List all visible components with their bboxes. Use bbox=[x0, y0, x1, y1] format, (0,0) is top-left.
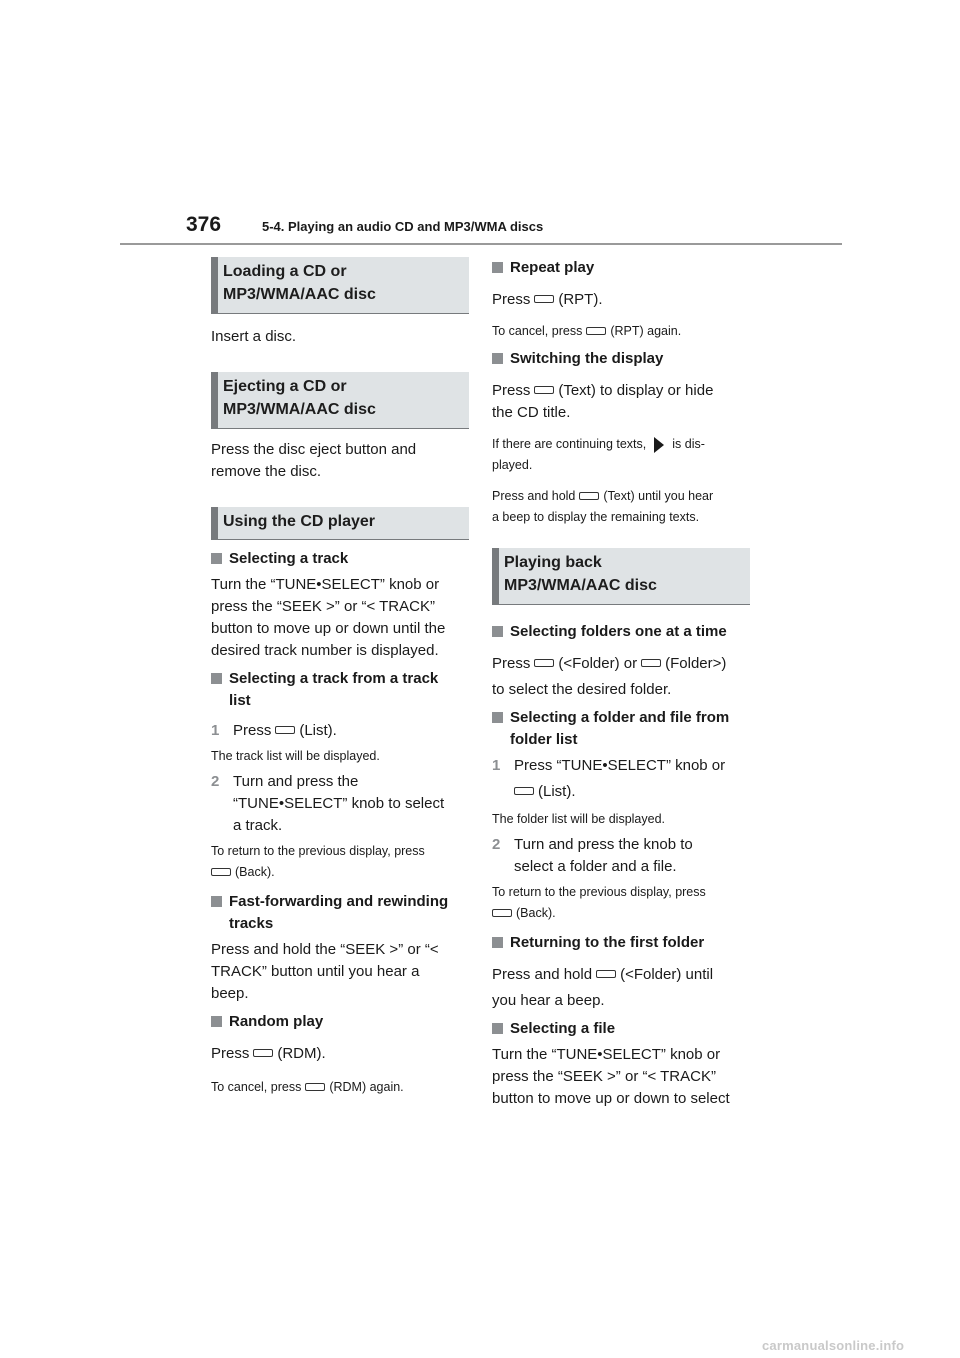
square-bullet-icon bbox=[492, 262, 503, 273]
body-line: to select the desired folder. bbox=[492, 681, 672, 698]
subheading-first-folder: Returning to the first folder bbox=[492, 932, 750, 954]
subheading-repeat: Repeat play bbox=[492, 257, 750, 279]
subheading-random: Random play bbox=[211, 1011, 469, 1033]
heading-box-playback bbox=[492, 548, 750, 605]
note: Press and hold (Text) until you hear bbox=[492, 489, 714, 503]
heading-line: Loading a CD or bbox=[223, 263, 347, 280]
heading-box-loading bbox=[211, 257, 469, 314]
list-button-icon bbox=[514, 787, 534, 795]
body-line: button to move up or down to select bbox=[492, 1090, 730, 1107]
subheading-fast-forward-cont: tracks bbox=[229, 915, 274, 932]
watermark-footer: carmanualsonline.info bbox=[762, 1338, 905, 1353]
body-line: Press (Text) to display or hide bbox=[492, 382, 714, 399]
note: To return to the previous display, press bbox=[211, 844, 425, 858]
heading-line: MP3/WMA/AAC disc bbox=[223, 286, 376, 303]
step-number: 1 bbox=[492, 757, 501, 774]
subheading-folder-list-cont: folder list bbox=[510, 731, 578, 748]
heading-line: Ejecting a CD or bbox=[223, 378, 347, 395]
header-divider bbox=[120, 243, 842, 245]
square-bullet-icon bbox=[492, 712, 503, 723]
body-line: Press (RDM). bbox=[211, 1045, 326, 1062]
square-bullet-icon bbox=[492, 937, 503, 948]
step-number: 1 bbox=[211, 722, 220, 739]
step-2-cont: select a folder and a file. bbox=[514, 858, 677, 875]
subheading-selecting-track: Selecting a track bbox=[211, 548, 469, 570]
body-line: beep. bbox=[211, 985, 249, 1002]
rdm-button-icon bbox=[305, 1083, 325, 1091]
text-button-icon bbox=[579, 492, 599, 500]
ejecting-text: Press the disc eject button and bbox=[211, 441, 417, 458]
heading-line: Playing back bbox=[504, 554, 602, 571]
body-line: you hear a beep. bbox=[492, 992, 605, 1009]
subheading-folder-list: Selecting a folder and file from bbox=[492, 707, 750, 729]
rpt-button-icon bbox=[534, 295, 554, 303]
note: played. bbox=[492, 458, 533, 472]
note: The folder list will be displayed. bbox=[492, 812, 665, 826]
note: (Back). bbox=[492, 903, 750, 924]
step-1: 1 Press “TUNE•SELECT” knob or bbox=[492, 755, 750, 777]
rdm-button-icon bbox=[253, 1049, 273, 1057]
note: To cancel, press (RDM) again. bbox=[211, 1080, 404, 1094]
square-bullet-icon bbox=[211, 553, 222, 564]
body-line: button to move up or down until the bbox=[211, 620, 446, 637]
heading-line: MP3/WMA/AAC disc bbox=[504, 577, 657, 594]
body-line: Turn the “TUNE•SELECT” knob or bbox=[211, 576, 440, 593]
body-line: Press and hold (<Folder) until bbox=[492, 966, 714, 983]
subheading-switch-display: Switching the display bbox=[492, 348, 750, 370]
left-column bbox=[211, 257, 469, 1098]
rpt-button-icon bbox=[586, 327, 606, 335]
subheading-file: Selecting a file bbox=[492, 1018, 750, 1040]
step-2-cont: “TUNE•SELECT” knob to select bbox=[233, 795, 445, 812]
body-line: the CD title. bbox=[492, 404, 571, 421]
note: To cancel, press (RPT) again. bbox=[492, 324, 682, 338]
square-bullet-icon bbox=[211, 1016, 222, 1027]
subheading-track-list-cont: list bbox=[229, 692, 251, 709]
folder-prev-button-icon bbox=[596, 970, 616, 978]
body-line: Press (RPT). bbox=[492, 291, 603, 308]
step-2: 2 Turn and press the bbox=[211, 771, 469, 793]
list-button-icon bbox=[275, 726, 295, 734]
right-column bbox=[492, 257, 750, 1110]
back-button-icon bbox=[492, 909, 512, 917]
ejecting-text: remove the disc. bbox=[211, 463, 322, 480]
heading-box-using bbox=[211, 507, 469, 540]
folder-prev-button-icon bbox=[534, 659, 554, 667]
square-bullet-icon bbox=[492, 1023, 503, 1034]
heading-box-ejecting bbox=[211, 372, 469, 429]
note: a beep to display the remaining texts. bbox=[492, 510, 700, 524]
body-line: Turn the “TUNE•SELECT” knob or bbox=[492, 1046, 721, 1063]
step-1: 1 Press (List). bbox=[211, 720, 469, 742]
body-line: press the “SEEK >” or “< TRACK” bbox=[492, 1068, 716, 1085]
heading-line: MP3/WMA/AAC disc bbox=[223, 401, 376, 418]
square-bullet-icon bbox=[492, 626, 503, 637]
note: To return to the previous display, press bbox=[492, 885, 706, 899]
note: (Back). bbox=[211, 862, 469, 883]
note: The track list will be displayed. bbox=[211, 749, 380, 763]
text-button-icon bbox=[534, 386, 554, 394]
body-line: Press (<Folder) or (Folder>) bbox=[492, 655, 727, 672]
step-1-cont: (List). bbox=[492, 781, 750, 803]
heading-line: Using the CD player bbox=[223, 513, 376, 530]
subheading-folders: Selecting folders one at a time bbox=[492, 621, 750, 643]
square-bullet-icon bbox=[492, 353, 503, 364]
step-number: 2 bbox=[492, 836, 501, 853]
back-button-icon bbox=[211, 868, 231, 876]
step-number: 2 bbox=[211, 773, 220, 790]
subheading-track-list: Selecting a track from a track bbox=[211, 668, 469, 690]
section-title: 5-4. Playing an audio CD and MP3/WMA discs bbox=[262, 219, 544, 234]
page-number: 376 bbox=[186, 213, 222, 236]
note: If there are continuing texts, is dis- bbox=[492, 437, 705, 451]
continue-arrow-icon bbox=[654, 437, 664, 453]
square-bullet-icon bbox=[211, 673, 222, 684]
folder-next-button-icon bbox=[641, 659, 661, 667]
body-line: desired track number is displayed. bbox=[211, 642, 439, 659]
body-line: press the “SEEK >” or “< TRACK” bbox=[211, 598, 435, 615]
body-line: TRACK” button until you hear a bbox=[211, 963, 420, 980]
step-2-cont: a track. bbox=[233, 817, 283, 834]
loading-text: Insert a disc. bbox=[211, 328, 297, 345]
subheading-fast-forward: Fast-forwarding and rewinding bbox=[211, 891, 469, 913]
body-line: Press and hold the “SEEK >” or “< bbox=[211, 941, 439, 958]
square-bullet-icon bbox=[211, 896, 222, 907]
step-2: 2 Turn and press the knob to bbox=[492, 834, 750, 856]
